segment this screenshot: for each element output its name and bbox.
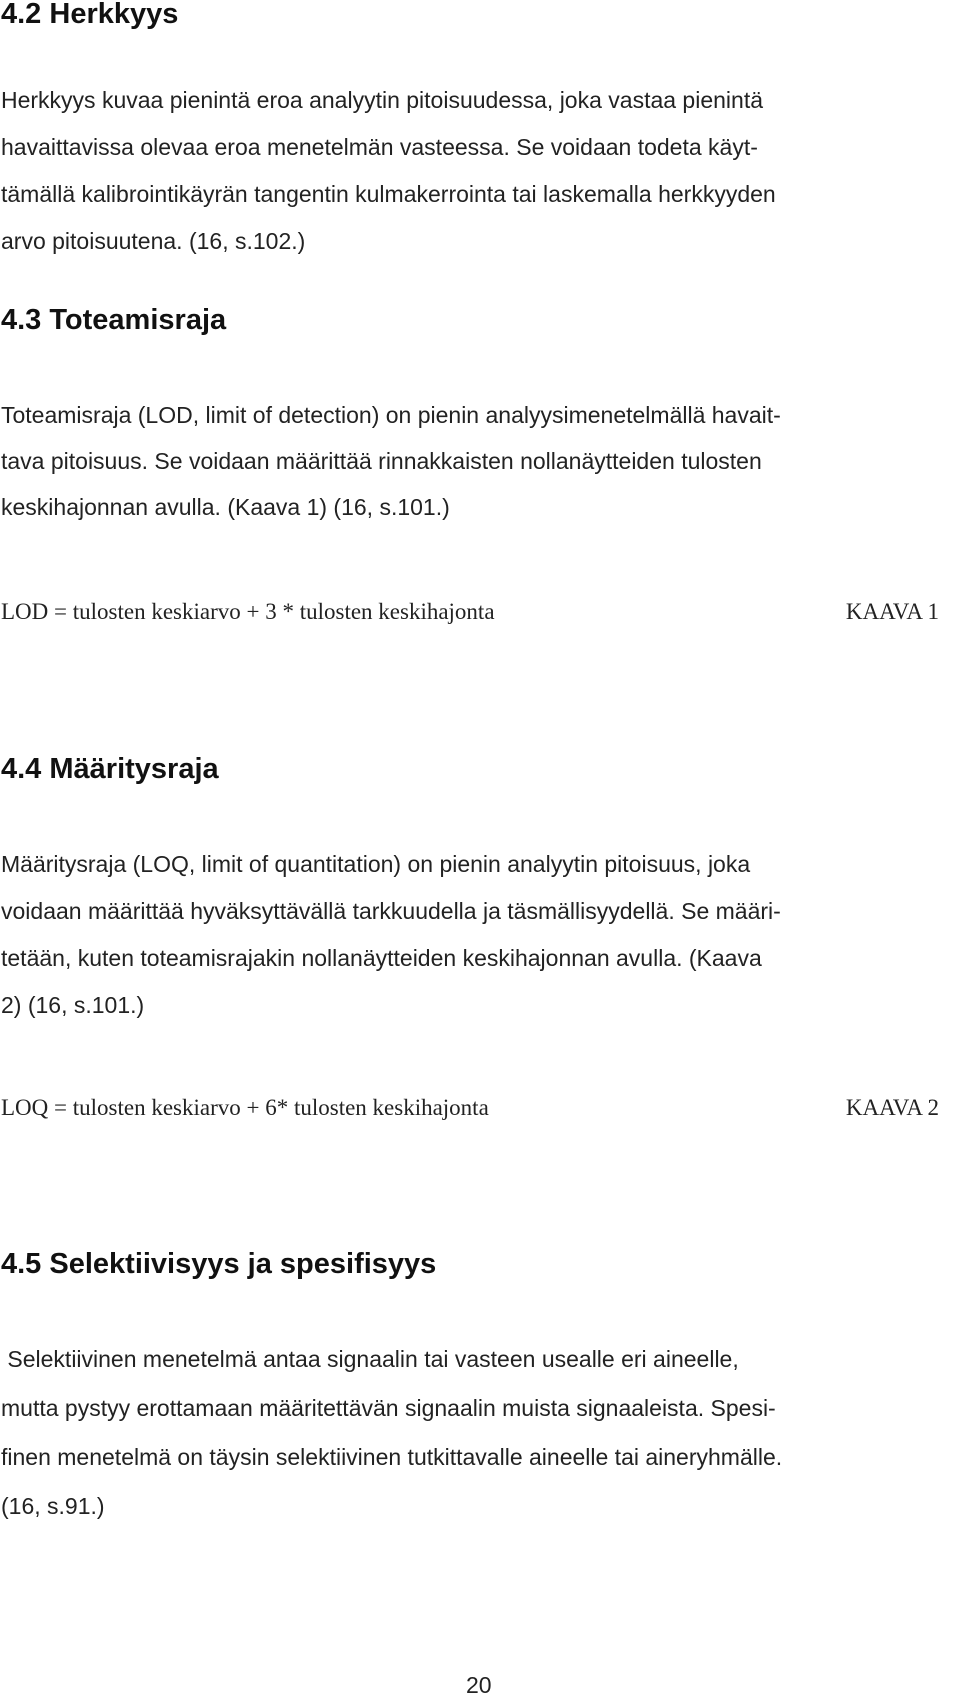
paragraph-line: finen menetelmä on täysin selektiivinen tutkittavalle aineelle tai aineryhmälle. (1, 1444, 783, 1470)
page-number: 20 (466, 1672, 492, 1698)
section-heading-maaritysraja: 4.4 Määritysraja (1, 753, 219, 785)
formula-expression: LOD = tulosten keskiarvo + 3 * tulosten keskihajonta (1, 599, 495, 624)
formula-lod (1, 596, 939, 628)
paragraph-line: voidaan määrittää hyväksyttävällä tarkkuudella ja täsmällisyydellä. Se määri- (1, 898, 781, 924)
paragraph-selektiivisyys (1, 1335, 951, 1531)
section-heading-herkkyys: 4.2 Herkkyys (1, 0, 179, 30)
paragraph-line: tetään, kuten toteamisrajakin nollanäytteiden keskihajonnan avulla. (Kaava (1, 945, 762, 971)
paragraph-maaritysraja (1, 841, 951, 1029)
section-heading-toteamisraja: 4.3 Toteamisraja (1, 304, 227, 336)
paragraph-line: keskihajonnan avulla. (Kaava 1) (16, s.101.) (1, 494, 450, 520)
paragraph-line: tava pitoisuus. Se voidaan määrittää rinnakkaisten nollanäytteiden tulosten (1, 448, 762, 474)
paragraph-line: Määritysraja (LOQ, limit of quantitation) on pienin analyytin pitoisuus, joka (1, 851, 751, 877)
paragraph-line: Selektiivinen menetelmä antaa signaalin tai vasteen usealle eri aineelle, (1, 1346, 739, 1372)
formula-tag: KAAVA 1 (845, 599, 939, 624)
formula-loq (1, 1092, 939, 1124)
formula-expression: LOQ = tulosten keskiarvo + 6* tulosten keskihajonta (1, 1095, 489, 1120)
paragraph-line: arvo pitoisuutena. (16, s.102.) (1, 228, 306, 254)
paragraph-toteamisraja (1, 392, 951, 530)
paragraph-line: Toteamisraja (LOD, limit of detection) on pienin analyysimenetelmällä havait- (1, 402, 781, 428)
paragraph-line: 2) (16, s.101.) (1, 992, 145, 1018)
formula-tag: KAAVA 2 (845, 1095, 939, 1120)
paragraph-line: Herkkyys kuvaa pienintä eroa analyytin pitoisuudessa, joka vastaa pienintä (1, 87, 763, 113)
paragraph-herkkyys (1, 77, 951, 265)
paragraph-line: (16, s.91.) (1, 1493, 105, 1519)
paragraph-line: havaittavissa olevaa eroa menetelmän vasteessa. Se voidaan todeta käyt- (1, 134, 758, 160)
section-heading-selektiivisyys: 4.5 Selektiivisyys ja spesifisyys (1, 1248, 437, 1280)
paragraph-line: tämällä kalibrointikäyrän tangentin kulmakerrointa tai laskemalla herkkyyden (1, 181, 776, 207)
paragraph-line: mutta pystyy erottamaan määritettävän signaalin muista signaaleista. Spesi- (1, 1395, 776, 1421)
